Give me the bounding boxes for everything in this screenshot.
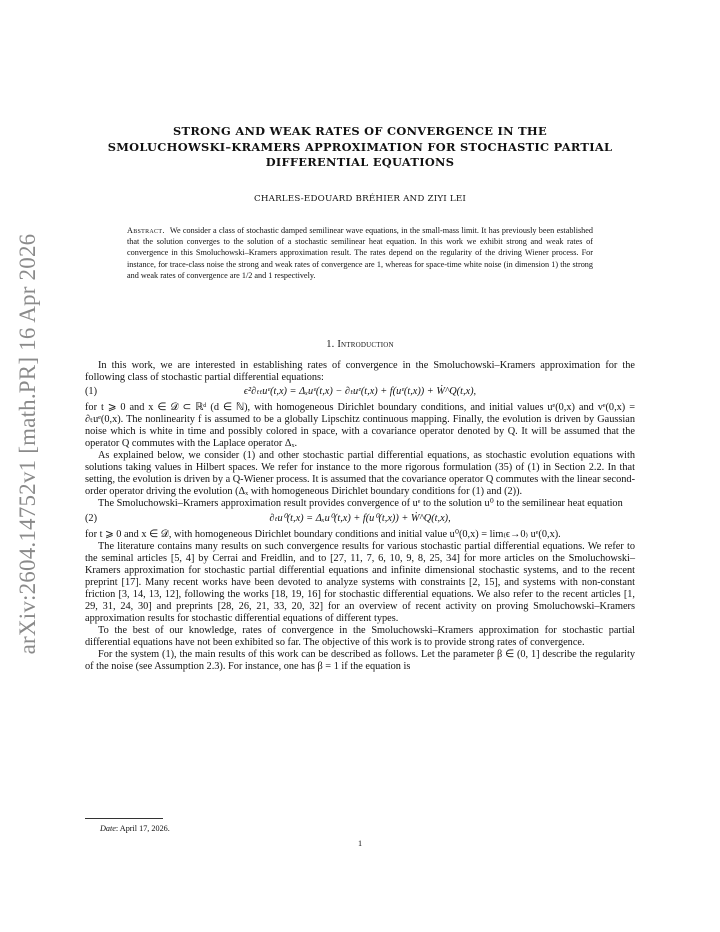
section-number: 1. <box>326 339 335 350</box>
equation-number: (2) <box>85 513 98 525</box>
authors: CHARLES-EDOUARD BRÉHIER AND ZIYI LEI <box>253 194 467 204</box>
paragraph: As explained below, we consider (1) and other stochastic partial differential equations, as stochastic evolution equations with solutions taking values in Hilbert spaces. We refer for instance to the more rigorous formulation (35) of (1) in Section 2.2. In that setting, the evolution is driven by a Q-Wiener process. It is assumed that the covariance operator Q commutes with the linear second-order operator driving the evolution (Δₓ with homogeneous Dirichlet boundary conditions for (1) and (2)). <box>85 449 635 497</box>
abstract-label: Abstract. <box>127 226 165 235</box>
abstract-text: We consider a class of stochastic damped semilinear wave equations, in the small-mass limit. It has previously been established that the solution converges to the solution of a stochastic semilinear heat equation. In this work we exhibit strong and weak rates of convergence in this Smoluchowski–Kramers approximation result. The rates depend on the regularity of the driving Wiener process. For instance, for trace-class noise the strong and weak rates of convergence are 1, whereas for space-time white noise (in dimension 1) the strong and weak rates of convergence are 1/2 and 1 respectively. <box>127 226 593 280</box>
equation-1 <box>85 384 635 402</box>
footnote-text: : April 17, 2026. <box>115 824 170 833</box>
footnote-label: Date <box>100 824 116 833</box>
arxiv-identifier <box>8 233 48 655</box>
paragraph: for t ⩾ 0 and x ∈ 𝒟 ⊂ ℝᵈ (d ∈ ℕ), with homogeneous Dirichlet boundary conditions, and initial values uᵉ(0,x) and vᵉ(0,x) = ∂ₜuᵉ(0,x). The nonlinearity f is assumed to be a globally Lipschitz continuous mapping. Finally, the evolution is driven by Gaussian noise which is white in time and possibly colored in space, with a covariance operator denoted by Q. It will be assumed that the operator Q commutes with the Laplace operator Δₓ. <box>85 401 635 449</box>
equation-expression: ∂ₜu⁰(t,x) = Δₓu⁰(t,x) + f(u⁰(t,x)) + Ẇ^Q(t,x), <box>269 513 451 525</box>
title-line: STRONG AND WEAK RATES OF CONVERGENCE IN THE <box>173 124 547 138</box>
title-line: SMOLUCHOWSKI–KRAMERS APPROXIMATION FOR STOCHASTIC PARTIAL <box>107 139 613 154</box>
section-heading <box>84 339 636 350</box>
arxiv-id-text: arXiv:2604.14752v1 [math.PR] 16 Apr 2026 <box>15 233 40 655</box>
paragraph: The Smoluchowski–Kramers approximation result provides convergence of uᵉ to the solution u⁰ to the semilinear heat equation <box>98 497 623 509</box>
abstract <box>127 225 593 281</box>
equation-expression: ϵ²∂ₜₜuᵉ(t,x) = Δₓuᵉ(t,x) − ∂ₜuᵉ(t,x) + f(uᵉ(t,x)) + Ẇ^Q(t,x), <box>243 385 477 397</box>
paragraph: For the system (1), the main results of this work can be described as follows. Let the parameter β ∈ (0, 1] describe the regularity of the noise (see Assumption 2.3). For instance, one has β = 1 if the equation is <box>85 649 635 672</box>
paragraph: for t ⩾ 0 and x ∈ 𝒟, with homogeneous Dirichlet boundary conditions and initial value u⁰(0,x) = lim₍ϵ→0₎ uᵉ(0,x). <box>85 529 561 541</box>
page-number: 1 <box>357 839 363 848</box>
title-line: DIFFERENTIAL EQUATIONS <box>265 155 455 170</box>
paragraph: In this work, we are interested in establishing rates of convergence in the Smoluchowski–Kramers approximation for the following class of stochastic partial differential equations: <box>85 360 635 383</box>
paragraph: The literature contains many results on such convergence results for various stochastic partial differential equations. We refer to the seminal articles [5, 4] by Cerrai and Freidlin, and to [27, 11, 7, 6, 10, 9, 8, 25, 34] for more articles on the Smoluchowski–Kramers approximation for stochastic partial differential equations and infinite dimensional stochastic systems, and to the recent preprint [17]. Many recent works have been devoted to analyze systems with constraints [2, 15], and systems with non-constant friction [3, 14, 13, 12], following the works [18, 19, 16] for stochastic differential equations. We also refer to the recent articles [1, 29, 31, 24, 30] and preprints [28, 26, 21, 33, 20, 32] for an overview of recent activity on proving Smoluchowski–Kramers approximation results for stochastic differential equations of different types. <box>85 541 635 625</box>
body-text <box>85 360 635 673</box>
paragraph: To the best of our knowledge, rates of convergence in the Smoluchowski–Kramers approximation for stochastic partial differential equations have not been exhibited so far. The objective of this work is to provide strong rates of convergence. <box>85 625 635 649</box>
footnote <box>100 824 170 833</box>
equation-number: (1) <box>85 385 98 397</box>
footnote-rule <box>85 818 163 819</box>
section-title: Introduction <box>337 339 394 350</box>
equation-2 <box>85 509 635 529</box>
paper-title <box>84 124 636 171</box>
